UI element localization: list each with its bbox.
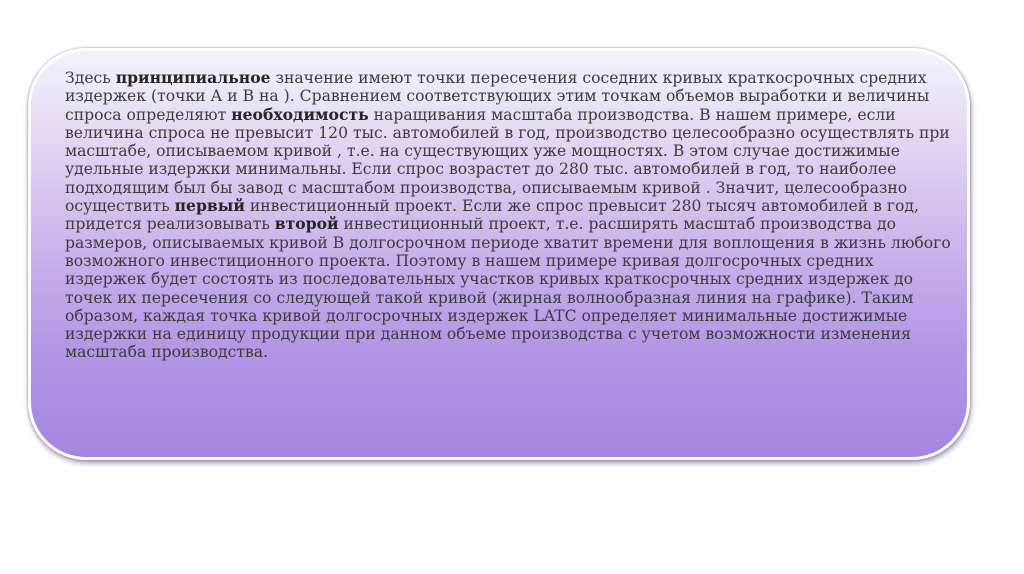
text-segment: инвестиционный проект. Если же спрос превысит 280 тысяч автомобилей в год, придется реализовывать <box>65 197 919 234</box>
text-segment: наращивания масштаба производства. В нашем примере, если величина спроса не превысит 120 тыс. автомобилей в год, производство целесообразно осуществлять при масштабе, описываемом кривой , т.е. на существующих уже мощностях. В этом случае достижимые удельные издержки минимальны. Если спрос возрастет до 280 тыс. автомобилей в год, то наиболее подходящим был бы завод с масштабом производства, описываемым кривой . Значит, целесообразно осуществить <box>65 105 950 216</box>
bold-term: необходимость <box>231 104 369 124</box>
text-segment: Здесь <box>65 69 116 87</box>
bold-term: принципиальное <box>115 68 271 87</box>
text-segment: значение имеют точки пересечения соседних кривых краткосрочных средних издержек (точки А и В на ). Сравнением соответствующих этим точкам объемов выработки и величины спроса определяют <box>65 69 930 124</box>
bold-term: первый <box>174 196 245 216</box>
text-segment: инвестиционный проект, т.е. расширять масштаб производства до размеров, описываемых кривой В долгосрочном периоде хватит времени для воплощения в жизнь любого возможного инвестиционного проекта. Поэтому в нашем примере кривая долгосрочных средних издержек будет состоять из последовательных участков кривых краткосрочных средних издержек до точек их пересечения со следующей такой кривой (жирная волнообразная линия на графике). Таким образом, каждая точка кривой долгосрочных издержек LATC определяет минимальные достижимые издержки на единицу продукции при данном объеме производства с учетом возможности изменения масштаба производства. <box>65 215 951 362</box>
body-paragraph <box>65 69 955 362</box>
text-box <box>28 48 970 460</box>
bold-term: второй <box>274 214 339 234</box>
